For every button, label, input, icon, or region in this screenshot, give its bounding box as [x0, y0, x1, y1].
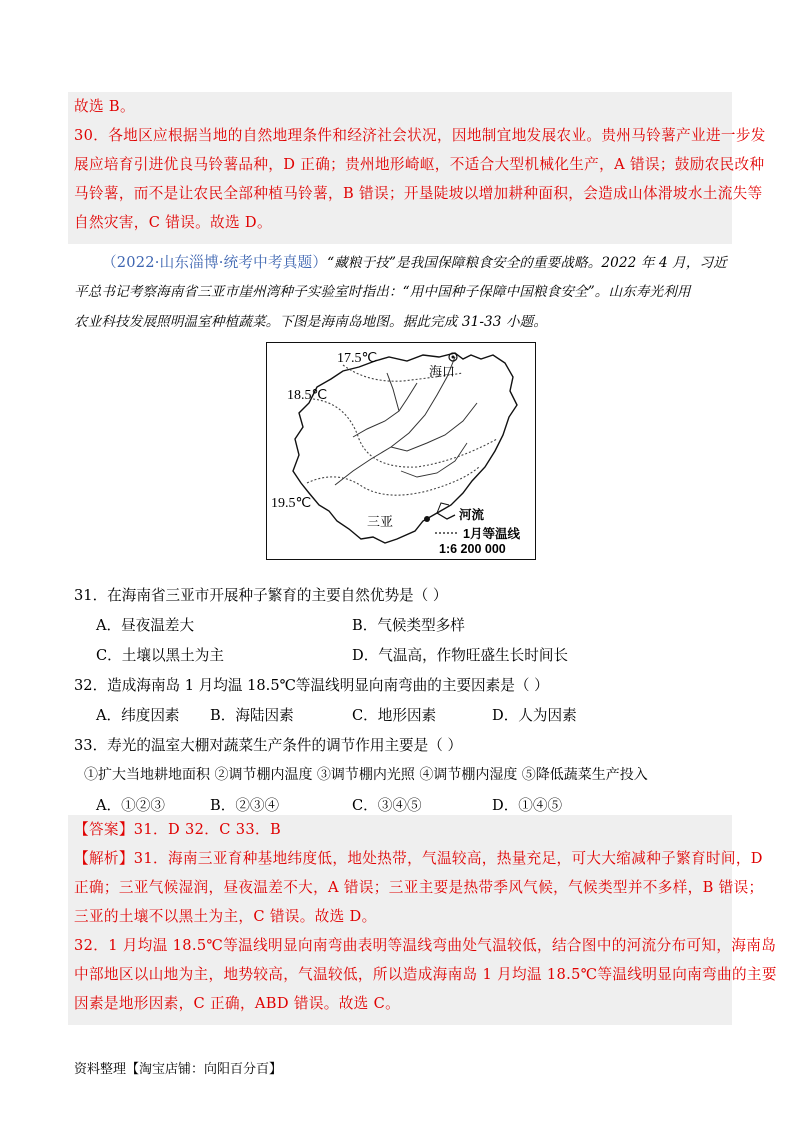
q31-option-c: C．土壤以黑土为主	[96, 647, 224, 664]
q32-option-d: D．人为因素	[492, 707, 577, 724]
analysis-line: 三亚的土壤不以黑土为主，C 错误。故选 D。	[74, 908, 377, 925]
intro-line-2: 平总书记考察海南省三亚市崖州湾种子实验室时指出：“用中国种子保障中国粮食安全”。山东寿光利用	[74, 284, 691, 300]
q31-option-b: B．气候类型多样	[352, 617, 465, 634]
q33-option-a: A．①②③	[96, 797, 165, 814]
analysis-line: 正确；三亚气候湿润，昼夜温差不大，A 错误；三亚主要是热带季风气候，气候类型并不多样，B 错误；	[74, 879, 764, 896]
q33-option-d: D．①④⑤	[492, 797, 563, 814]
question-source: （2022·山东淄博·统考中考真题）	[102, 254, 328, 271]
analysis-line: 【解析】31．海南三亚育种基地纬度低，地处热带，气温较高，热量充足，可大大缩减种子繁育时间，D	[74, 850, 763, 867]
q33-stem: 33．寿光的温室大棚对蔬菜生产条件的调节作用主要是（ ）	[74, 737, 463, 754]
footer-credit: 资料整理【淘宝店铺：向阳百分百】	[74, 1062, 283, 1077]
legend-isotherm-label: 1月等温线	[463, 527, 520, 541]
text-line: 自然灾害，C 错误。故选 D。	[74, 214, 272, 231]
city-label-sanya: 三亚	[367, 515, 394, 530]
analysis-line: 32．1 月均温 18.5℃等温线明显向南弯曲表明等温线弯曲处气温较低，结合图中的河流分布可知，海南岛	[74, 937, 777, 954]
q33-statements: ①扩大当地耕地面积 ②调节棚内温度 ③调节棚内光照 ④调节棚内湿度 ⑤降低蔬菜生产投入	[84, 767, 648, 783]
q32-option-b: B．海陆因素	[210, 707, 294, 724]
intro-line-3: 农业科技发展照明温室种植蔬菜。下图是海南岛地图。据此完成 31-33 小题。	[74, 314, 548, 330]
legend-river-label: 河流	[459, 508, 485, 522]
city-label-haikou: 海口	[429, 365, 456, 380]
q32-option-c: C．地形因素	[352, 707, 437, 724]
q32-option-a: A．纬度因素	[96, 707, 180, 724]
text-line: 故选 B。	[74, 98, 135, 115]
answer-analysis-block	[68, 815, 777, 1025]
q33-option-c: C．③④⑤	[352, 797, 422, 814]
answer-line: 【答案】31．D 32．C 33．B	[74, 821, 282, 838]
text-line: 展应培育引进优良马铃薯品种，D 正确；贵州地形崎岖，不适合大型机械化生产，A 错误；鼓励农民改种	[74, 156, 765, 173]
analysis-line: 因素是地形因素，C 正确，ABD 错误。故选 C。	[74, 995, 401, 1012]
river-legend-icon	[437, 513, 455, 519]
sanya-city-icon	[424, 516, 430, 522]
q31-stem: 31．在海南省三亚市开展种子繁育的主要自然优势是（ ）	[74, 587, 448, 604]
isotherm-label-18-5: 18.5℃	[287, 388, 328, 403]
explanation-block-30	[68, 92, 766, 244]
isotherm-label-17-5: 17.5℃	[337, 351, 378, 366]
q31-option-d: D．气温高，作物旺盛生长时间长	[352, 647, 569, 664]
text-line: 30．各地区应根据当地的自然地理条件和经济社会状况，因地制宜地发展农业。贵州马铃薯产业进一步发	[74, 127, 766, 144]
q32-stem: 32．造成海南岛 1 月均温 18.5℃等温线明显向南弯曲的主要因素是（ ）	[74, 677, 549, 694]
analysis-line: 中部地区以山地为主，地势较高，气温较低，所以造成海南岛 1 月均温 18.5℃等温线明显向南弯曲的主要	[74, 966, 777, 983]
intro-text: “藏粮于技”是我国保障粮食安全的重要战略。2022 年 4 月，习近	[327, 255, 727, 271]
hainan-map	[266, 342, 536, 560]
intro-line-1	[102, 251, 727, 272]
map-scale: 1:6 200 000	[439, 542, 506, 556]
text-line: 马铃薯，而不是让农民全部种植马铃薯，B 错误；开垦陡坡以增加耕种面积，会造成山体滑坡水土流失等	[74, 185, 763, 202]
isotherm-label-19-5: 19.5℃	[271, 496, 312, 511]
q31-option-a: A．昼夜温差大	[96, 617, 195, 634]
q33-option-b: B．②③④	[210, 797, 280, 814]
